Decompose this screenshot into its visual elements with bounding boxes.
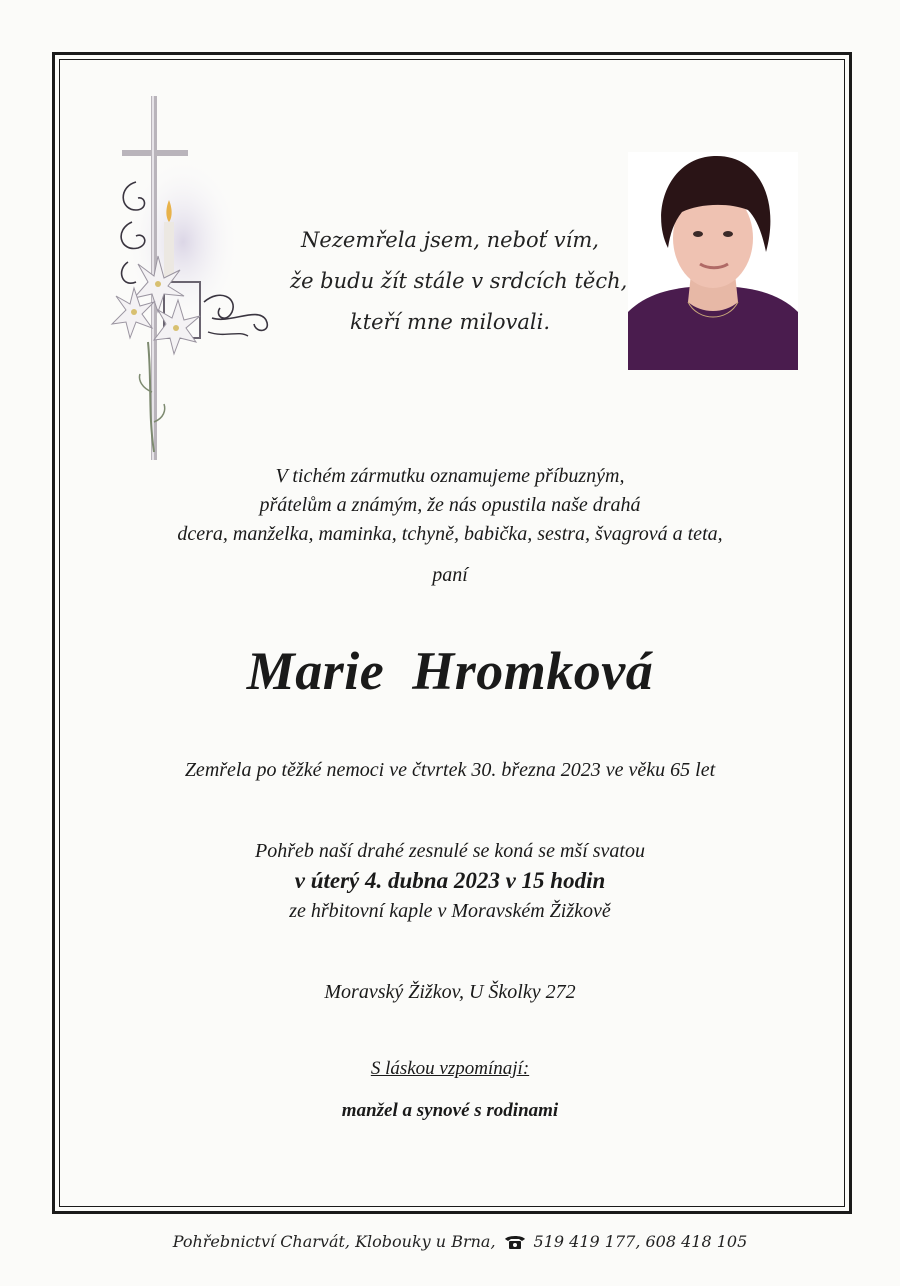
deceased-name: Marie Hromková: [246, 641, 654, 701]
memory-heading-text: S láskou vzpomínají:: [370, 1058, 530, 1079]
announcement-line: přátelům a známým, že nás opustila naše drahá: [259, 494, 641, 516]
funeral-line: Pohřeb naší drahé zesnulé se koná se mší svatou: [255, 840, 645, 862]
cross-lilies-candle-icon: [108, 92, 278, 464]
poem: [290, 220, 628, 343]
telephone-icon: [504, 1234, 526, 1250]
death-notice: Zemřela po těžké nemoci ve čtvrtek 30. března 2023 ve věku 65 let: [184, 759, 716, 781]
honorific: paní: [432, 564, 468, 586]
poem-line: Nezemřela jsem, neboť vím,: [301, 228, 599, 252]
poem-line: kteří mne milovali.: [349, 310, 551, 334]
mourners: manžel a synové s rodinami: [341, 1100, 559, 1121]
memory-heading: [250, 1058, 650, 1080]
funeral-info: [100, 836, 800, 926]
footer: [150, 1232, 770, 1251]
portrait-photo-icon: [628, 152, 798, 370]
poem-line: že budu žít stále v srdcích těch,: [290, 269, 628, 293]
funeral-place: ze hřbitovní kaple v Moravském Žižkově: [289, 900, 611, 922]
announcement-line: dcera, manželka, maminka, tchyně, babička, sestra, švagrová a teta,: [177, 523, 723, 545]
phone-numbers: 519 419 177, 608 418 105: [533, 1232, 748, 1251]
announcement-line: V tichém zármutku oznamujeme příbuzným,: [275, 465, 625, 487]
funeral-company: Pohřebnictví Charvát, Klobouky u Brna,: [172, 1232, 496, 1251]
funeral-date-time: v úterý 4. dubna 2023 v 15 hodin: [294, 868, 606, 893]
address: Moravský Žižkov, U Školky 272: [324, 981, 576, 1003]
announcement: [100, 462, 800, 549]
deceased-portrait: [628, 152, 798, 370]
